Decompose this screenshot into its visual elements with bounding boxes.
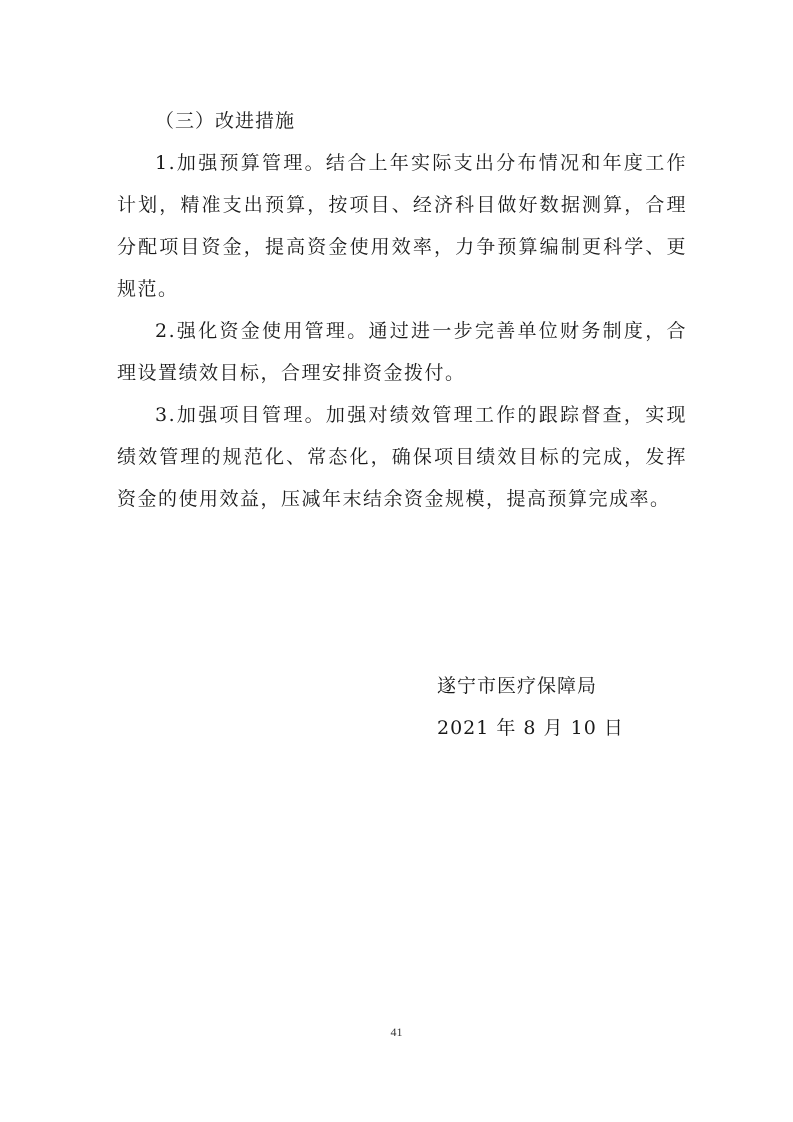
paragraph-fund-usage-management: 2.强化资金使用管理。通过进一步完善单位财务制度，合理设置绩效目标，合理安排资金拨付。 xyxy=(117,320,687,384)
section-heading: （三）改进措施 xyxy=(155,110,296,132)
paragraph-budget-management: 1.加强预算管理。结合上年实际支出分布情况和年度工作计划，精准支出预算，按项目、经济科目做好数据测算，合理分配项目资金，提高资金使用效率，力争预算编制更科学、更规范。 xyxy=(117,152,687,300)
signature-organization: 遂宁市医疗保障局 xyxy=(437,675,598,697)
signature-date: 2021 年 8 月 10 日 xyxy=(437,717,624,739)
signature-block xyxy=(437,665,687,749)
paragraph-project-management: 3.加强项目管理。加强对绩效管理工作的跟踪督查，实现绩效管理的规范化、常态化，确保项目绩效目标的完成，发挥资金的使用效益，压减年末结余资金规模，提高预算完成率。 xyxy=(117,404,687,510)
page-number: 41 xyxy=(390,1025,403,1039)
document-body xyxy=(117,100,687,520)
